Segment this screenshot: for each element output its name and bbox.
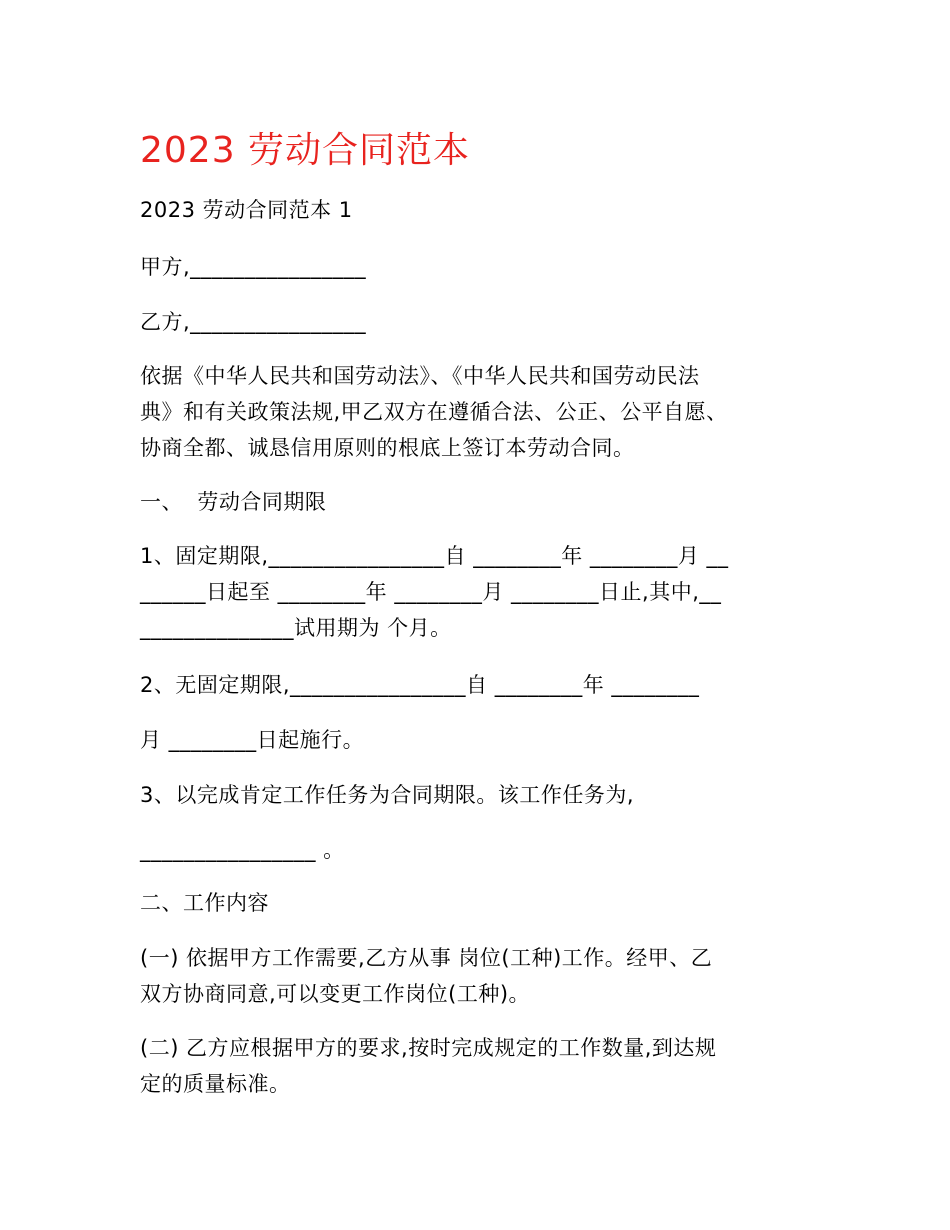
intro-paragraph xyxy=(140,358,820,466)
term-task-line: 3、以完成肯定工作任务为合同期限。该工作任务为, xyxy=(140,783,635,807)
intro-line: 典》和有关政策法规,甲乙双方在遵循合法、公正、公平自愿、 xyxy=(140,400,728,424)
party-b-line: 乙方,________________ xyxy=(140,310,367,334)
term-open-line: 月 ________日起施行。 xyxy=(140,728,365,752)
section-heading-term: 一、 劳动合同期限 xyxy=(140,490,327,514)
intro-line: 协商全都、诚恳信用原则的根底上签订本劳动合同。 xyxy=(140,436,635,460)
term-fixed-line: ______________试用期为 个月。 xyxy=(140,616,452,640)
intro-line: 依据《中华人民共和国劳动法》、《中华人民共和国劳动民法 xyxy=(140,364,700,388)
work-item-line: 定的质量标准。 xyxy=(140,1072,291,1096)
section-heading-work: 二、工作内容 xyxy=(140,891,269,915)
party-a-line: 甲方,________________ xyxy=(140,255,367,279)
work-item-line: (二) 乙方应根据甲方的要求,按时完成规定的工作数量,到达规 xyxy=(140,1036,717,1060)
term-fixed-paragraph xyxy=(140,538,820,646)
document-title: 2023 劳动合同范本 xyxy=(140,130,471,171)
term-fixed-line: 1、固定期限,________________自 ________年 ________月 __ xyxy=(140,544,729,568)
work-item-1 xyxy=(140,940,820,1012)
document-subtitle: 2023 劳动合同范本 1 xyxy=(140,198,353,222)
work-item-line: 双方协商同意,可以变更工作岗位(工种)。 xyxy=(140,982,531,1006)
term-open-line: 2、无固定期限,________________自 ________年 ________ xyxy=(140,673,700,697)
term-task-line: ________________ 。 xyxy=(140,838,345,862)
term-fixed-line: ______日起至 ________年 ________月 ________日止,其中,__ xyxy=(140,580,722,604)
work-item-line: (一) 依据甲方工作需要,乙方从事 岗位(工种)工作。经甲、乙 xyxy=(140,946,713,970)
work-item-2 xyxy=(140,1030,820,1102)
